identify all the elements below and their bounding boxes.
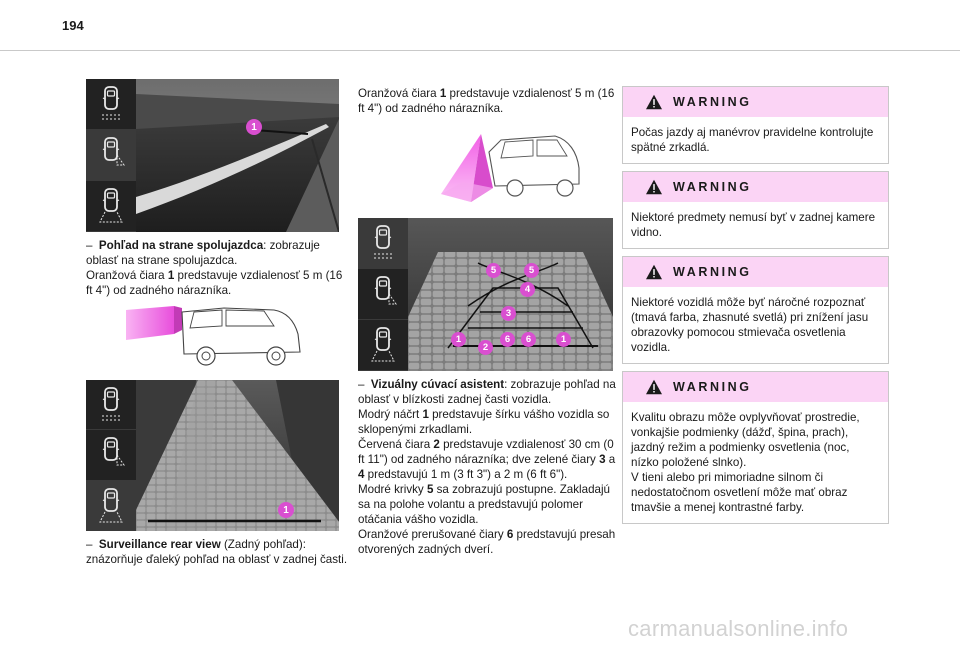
visual-park-assist-camera-view: [358, 218, 613, 371]
camera-mode-icons: [86, 79, 136, 232]
warning-text: Niektoré predmety nemusí byť v zadnej kamere vidno.: [631, 211, 876, 239]
passenger-side-paragraph: [86, 238, 346, 268]
guideline-marker-6: 6: [521, 332, 536, 347]
warning-header: [623, 257, 888, 287]
list-dash: –: [86, 239, 93, 252]
warning-text: Niektoré vozidlá môže byť náročné rozpoznať (tmavá farba, zhasnuté svetlá) pri znížení jasu obrazovky pomocou stmievača osvetlenia vozidla.: [631, 296, 869, 354]
warning-title: WARNING: [673, 265, 752, 279]
cobblestone-road-scene: [136, 380, 339, 531]
blue-curves-note: Modré krivky 5 sa zobrazujú postupne. Zakladajú sa na polohe volantu a predstavujú polomer otáčania vášho vozidla.: [358, 483, 610, 526]
car-side-zone-illustration: [124, 300, 304, 372]
passenger-side-description: [86, 238, 346, 298]
side-view-mode-icon: [86, 130, 136, 181]
warning-box: [622, 86, 889, 164]
warning-header: [623, 372, 888, 402]
red-green-lines-note: Červená čiara 2 predstavuje vzdialenosť 30 cm (0 ft 11") od zadného nárazníka; dve zelené čiary 3 a 4 predstavujú 1 m (3 ft 3") a 2 m (6 ft 6").: [358, 438, 616, 481]
guideline-marker-1: 1: [556, 332, 571, 347]
definition: : zobrazuje oblasť na strane spolujazdca.: [86, 239, 320, 267]
warning-triangle-icon: [645, 94, 663, 110]
warning-triangle-icon: [645, 179, 663, 195]
rear-view-paragraph: [86, 537, 348, 567]
standard-view-mode-icon: [86, 79, 136, 130]
distance-marker-1: [246, 119, 262, 135]
list-dash: –: [358, 378, 365, 391]
warning-triangle-icon: [645, 264, 663, 280]
orange-dashed-lines-note: Oranžové prerušované čiary 6 predstavujú presah otvorených zadných dverí.: [358, 528, 616, 556]
term-surveillance-rear-view: Surveillance rear view: [98, 538, 221, 551]
rear-view-description: [86, 537, 348, 567]
guideline-marker-4: 4: [520, 282, 535, 297]
distance-marker-1: [278, 502, 294, 518]
warning-text: Počas jazdy aj manévrov pravidelne kontrolujte spätné zrkadlá.: [631, 126, 874, 154]
car-rear-zone-illustration: [405, 126, 585, 212]
passenger-side-camera-view: [86, 79, 339, 232]
warning-title: WARNING: [673, 180, 752, 194]
guideline-marker-1: 1: [451, 332, 466, 347]
warning-header: [623, 172, 888, 202]
standard-view-mode-icon: [358, 218, 408, 269]
rear-surveillance-camera-view: [86, 380, 339, 531]
page-number: 194: [62, 18, 84, 33]
side-view-mode-icon: [86, 430, 136, 481]
marker-label: 1: [251, 121, 257, 133]
blue-outline-note: Modrý náčrt 1 predstavuje šírku vášho vozidla so sklopenými zrkadlami.: [358, 408, 610, 436]
definition: : zobrazuje pohľad na oblasť v blízkosti zadnej časti vozidla.: [358, 378, 616, 406]
park-assist-guidelines-scene: [408, 218, 613, 371]
rear-view-mode-icon: [358, 320, 408, 371]
site-watermark: carmanualsonline.info: [628, 616, 849, 641]
warning-title: WARNING: [673, 380, 752, 394]
park-assist-description: [358, 377, 620, 557]
term-passenger-view: Pohľad na strane spolujazdca: [98, 239, 264, 252]
marker-label: 1: [283, 504, 289, 516]
warning-line: Kvalitu obrazu môže ovplyvňovať prostredie, vonkajšie podmienky (dážď, špina, prach), jazdný režim a podmienky osvetlenia (noc, nízko položené slnko).: [631, 411, 860, 469]
orange-line-note: Oranžová čiara 1 predstavuje vzdialenosť 5 m (16 ft 4") od zadného nárazníka.: [86, 269, 343, 297]
list-dash: –: [86, 538, 93, 551]
definition: (Zadný pohľad): znázorňuje ďaleký pohľad na oblasť v zadnej časti.: [86, 538, 348, 566]
guideline-marker-3: 3: [501, 306, 516, 321]
warning-header: [623, 87, 888, 117]
rear-view-mode-icon: [86, 181, 136, 232]
camera-mode-icons: [86, 380, 136, 531]
warning-triangle-icon: [645, 379, 663, 395]
guideline-marker-6: 6: [500, 332, 515, 347]
roadside-scene: [136, 79, 339, 232]
standard-view-mode-icon: [86, 380, 136, 430]
side-view-mode-icon: [358, 269, 408, 320]
assistant-paragraph: [358, 377, 620, 407]
guideline-marker-5: 5: [524, 263, 539, 278]
warning-line: V tieni alebo pri mimoriadne silnom či nedostatočnom osvetlení môže mať obraz tmavšie a menej kontrastné farby.: [631, 471, 848, 514]
guideline-marker-2: 2: [478, 340, 493, 355]
orange-line-note: Oranžová čiara 1 predstavuje vzdialenosť 5 m (16 ft 4") od zadného nárazníka.: [358, 87, 615, 115]
warning-title: WARNING: [673, 95, 752, 109]
warning-box: [622, 171, 889, 249]
guideline-marker-5: 5: [486, 263, 501, 278]
warning-box: [622, 371, 889, 524]
header-divider: [0, 50, 960, 51]
term-visual-park-assist: Vizuálny cúvací asistent: [370, 378, 505, 391]
middle-intro-text: [358, 86, 618, 116]
rear-view-mode-icon: [86, 481, 136, 531]
warning-text: [623, 402, 888, 523]
camera-mode-icons: [358, 218, 408, 371]
warning-box: [622, 256, 889, 364]
